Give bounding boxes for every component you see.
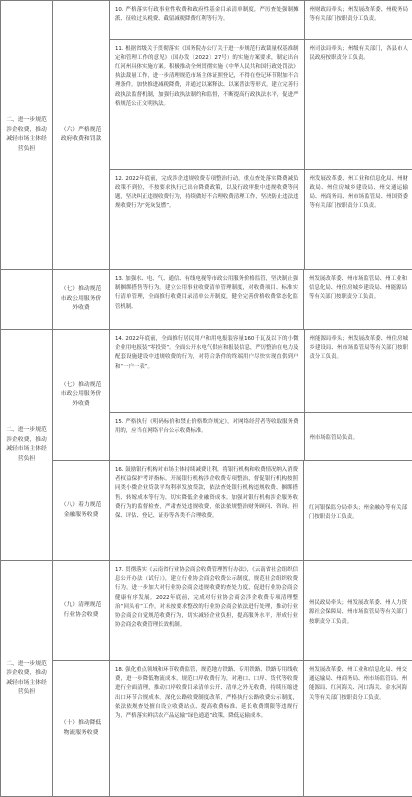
measures-cell [110,330,412,461]
measures-subtable [110,1,412,269]
lead-department: 州发展改革委、州工业和信息化局、州交通运输局、州商务局、州市场监管局、州能源局、红河海关、河口海关、金水河海关等有关部门按职责分工负责。 [304,661,412,797]
lead-department: 州发展改革委、州市场监管局、州工业和信息化局、州住房城乡建设局、州能源局等有关部门按职责分工负责。 [304,270,412,330]
measure-row [110,1,412,39]
sub-task-cell: （九）清理规范行业协会收费 [53,561,110,661]
main-task-cell: 二、进一步规范涉企收费，推动减轻市场主体经营负担 [1,561,53,797]
main-task-cell [1,270,53,330]
measure-row [110,412,412,460]
lead-department: 州发展改革委、州工业和信息化局、州财政局、州住房城乡建设局、州交通运输局、州商务局、州市场监管局、州国资委等有关部门按职责分工负责。 [304,169,412,269]
table-row [1,661,412,797]
sub-task-cell: （八）着力规范金融服务收费 [53,461,110,561]
measure-row [110,330,412,412]
measure-text: 15. 严格执行《明码标价和禁止价格欺诈规定》，对网络经营者等收取服务费用的，应当在网络平台公示收费标准。 [110,412,304,460]
measures-cell [110,1,412,270]
lead-department: 州民政局牵头；州发展改革委、州人力资源社会保障局、州市场监管局等有关部门按职责分工负责。 [304,561,412,661]
sub-task-cell: （七）推动规范市政公用服务价外收费 [53,270,110,330]
measure-text: 11. 根据省级关于贯彻落实《国务院办公厅关于进一步规范行政裁量权基准制定和管理工作的意见》（国办发〔2022〕27号）的实施方案要求，制定出台红河州具体实施方案。积极推动全州贯彻实施《中华人民共和国行政处罚法》执法裁量工作，进一步清理规范市场主体证照登记，不得在登记环节附加不合理条件。加快推进减税降费，并通过以案释法、以案普法等形式，建立完善行政执法监督机制，加强行政执法制约和监督，不断提高行政执法水平，促进严格规范公正文明执法。 [110,39,304,169]
measure-text: 13. 加强水、电、气、通信、有线电视等市政公用服务价格监管，坚决制止强制捆绑搭售等行为。建立公用事业收费清单管理制度，对收费项目、标准实行清单管理，全面推行收费目录清单公开制度，健全完善价格收费常态化监管机制。 [110,270,304,330]
measure-text: 18. 强化重点领域和环节收费监管，规范地方铁路、专用铁路、铁路专用线收费，进一步降低物流成本。规范口岸收费行为，对港口、口岸、货代等收费进行全面清理，推动口岸收费目录清单公开、清单之外无收费，持续压缩进出口环节合规成本。深化公路收费制度改革，严格执行公路收费公示制度，依法依规查处擅自设立收费站点、提高收费标准、延长收费期限等违规行为，严格落实鲜活农产品运输“绿色通道”政策，降低运输成本。 [110,661,304,797]
measure-text: 10. 严格落实行政事业性收费和政府性基金目录清单制度，严厉查处强制摊派、征收过头税费、截留减税降费红利等行为。 [110,1,304,39]
table-row [1,1,412,270]
lead-department: 红河银保监分局牵头；州金融办等有关部门按职责分工负责。 [304,461,412,561]
main-task-cell: 二、进一步规范涉企收费，推动减轻市场主体经营负担 [1,330,53,561]
measure-text: 17. 贯彻落实《云南省行业协会商会收费管理暂行办法》，《云南省社会组织信息公开办法（试行）》，建立行业协会商会收费公示制度，规范社会组织收费行为。进一步加大对行业协会商会违规收费的查处力度，促进行业协会商会健康有序发展。2022年底前，完成对行业协会商会涉企收费专项清理整治“回头看”工作，对未按要求整改的行业协会商会依法进行处理，推动行业协会商会自觉规范收费行为，切实减轻企业负担，提高服务水平，形成行业协会商会收费管理长效机制。 [110,561,304,661]
measure-row [110,169,412,269]
measures-subtable [110,330,412,460]
main-task-cell: 二、进一步规范涉企收费，推动减轻市场主体经营负担 [1,1,53,270]
measure-text: 12. 2022年底前，完成涉企违规收费专项整治行动，重点查处落实降费减负政策不到位，不按要求执行已出台降费政策，以及行政审批中违规收费等问题，坚决纠正违规收费行为，持续做好不合理收费清理工作，坚决防止违法违规收费行为“死灰复燃”。 [110,169,304,269]
measure-text: 16. 鼓励银行机构对市场主体持续减费让利，将银行机构和收费情况纳入消费者权益保护考评指标。开展银行机构涉企收费专项整治，督促银行机构按照同类小微企业贷款平均利率发放贷款，依法查处银行机构违规收费、捆绑搭售、转嫁成本等行为，切实降低企业融资成本。加强对银行机构涉企服务收费行为的监督检查，严肃查处违规收费，依法依规整治财务顾问、咨询、担保、评估、登记、证券等各类不合理收费。 [110,461,304,561]
measure-text: 14. 2022年底前，全面推行居民用户和用电报装容量160千瓦及以下的小微企业用电报装“零投资”。全面公开水电气供应和报装信息，严厉整治在电力及配套设施建设中违规收费的行为，对符合条件的终端用户尽快实现直供到户和“一户一表”。 [110,330,304,412]
lead-department: 州司法局牵头；州级有关部门，各县市人民政府按职责分工负责。 [304,39,412,169]
sub-task-cell: （十）推动降低物流服务收费 [53,661,110,797]
lead-department: 州财政局牵头；州发展改革委、州税务局等有关部门按职责分工负责。 [304,1,412,39]
lead-department: 州市场监管局负责。 [304,412,412,460]
lead-department: 州能源局牵头；州发展改革委、州住房城乡建设局、州市场监管局等有关部门按职责分工负责。 [304,330,412,412]
sub-task-cell: （七）推动规范市政公用服务价外收费 [53,330,110,461]
measure-row [110,39,412,169]
table-row [1,561,412,661]
table-row [1,270,412,330]
table-row [1,461,412,561]
sub-task-cell: （六）严格规范政府收费和罚款 [53,1,110,270]
table-row [1,330,412,461]
